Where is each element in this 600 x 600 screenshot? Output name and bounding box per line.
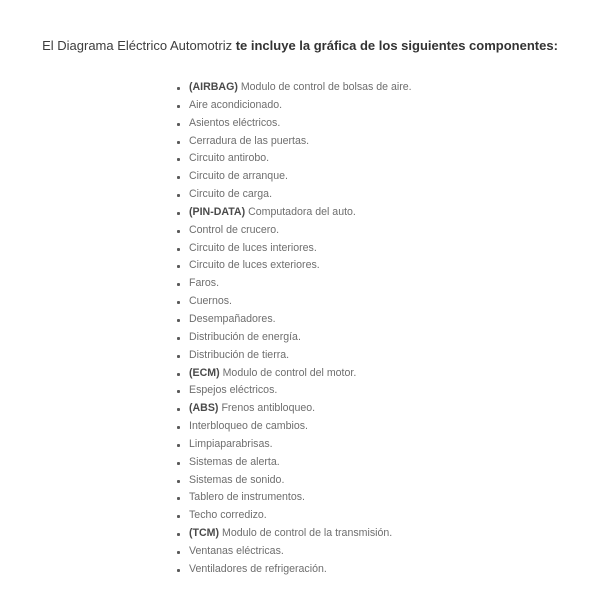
component-code: (PIN-DATA) [189,205,246,218]
component-code: (TCM) [189,527,220,540]
component-label: Distribución de energía. [189,330,301,343]
component-label: Computadora del auto. [248,205,356,218]
component-label: Sistemas de alerta. [189,455,280,468]
list-item [177,257,412,275]
list-item [177,382,412,400]
bullet-icon [177,390,180,393]
component-label: Circuito antirobo. [189,152,270,165]
list-item [177,293,412,311]
component-label: Modulo de control del motor. [222,366,357,379]
list-item [177,97,412,115]
bullet-icon [177,176,180,179]
component-label: Frenos antibloqueo. [221,402,316,415]
component-label: Modulo de control de bolsas de aire. [240,81,412,93]
bullet-icon [177,105,180,108]
bullet-icon [177,426,180,429]
list-item [177,472,412,490]
list-item [177,329,412,347]
intro-bold-text: te incluye la gráfica de los siguientes componentes: [235,38,558,53]
bullet-icon [177,533,180,536]
list-item [177,365,412,383]
component-label: Sistemas de sonido. [189,473,285,486]
list-item [177,240,412,258]
list-item [177,186,412,204]
list-item [177,275,412,293]
component-label: Modulo de control de la transmisión. [222,527,393,540]
component-code: (ABS) [189,402,219,415]
component-label: Circuito de carga. [189,188,273,201]
bullet-icon [177,373,180,376]
component-label: Control de crucero. [189,223,280,236]
component-label: Asientos eléctricos. [189,116,281,129]
component-label: Desempañadores. [189,312,276,325]
component-label: Ventanas eléctricas. [189,544,284,557]
bullet-icon [177,283,180,286]
component-label: Cerradura de las puertas. [189,134,310,147]
bullet-icon [177,158,180,161]
list-item [177,454,412,472]
component-label: Limpiaparabrisas. [189,437,273,450]
list-item [177,204,412,222]
component-label: Aire acondicionado. [189,98,283,111]
bullet-icon [177,355,180,358]
component-label: Cuernos. [189,295,232,308]
list-item [177,561,412,579]
component-code: (ECM) [189,366,220,379]
component-label: Ventiladores de refrigeración. [189,562,327,575]
list-item [177,489,412,507]
bullet-icon [177,212,180,215]
component-label: Circuito de luces exteriores. [189,259,320,272]
list-item [177,347,412,365]
component-code: (AIRBAG) [189,81,238,93]
list-item [177,222,412,240]
component-label: Espejos eléctricos. [189,384,278,397]
intro-paragraph [0,37,600,54]
bullet-icon [177,408,180,411]
bullet-icon [177,123,180,126]
bullet-icon [177,515,180,518]
list-item [177,79,412,97]
list-item [177,133,412,151]
bullet-icon [177,497,180,500]
bullet-icon [177,319,180,322]
list-item [177,400,412,418]
list-item [177,525,412,543]
bullet-icon [177,230,180,233]
component-label: Circuito de arranque. [189,170,288,183]
intro-normal-text: El Diagrama Eléctrico Automotriz [42,38,236,53]
bullet-icon [177,569,180,572]
list-item [177,150,412,168]
list-item [177,311,412,329]
component-label: Circuito de luces interiores. [189,241,317,254]
bullet-icon [177,480,180,483]
list-item [177,436,412,454]
list-item [177,168,412,186]
list-item [177,507,412,525]
components-list [177,79,412,579]
bullet-icon [177,248,180,251]
bullet-icon [177,301,180,304]
bullet-icon [177,462,180,465]
bullet-icon [177,87,180,90]
component-label: Faros. [189,277,220,290]
component-label: Techo corredizo. [189,509,267,522]
component-label: Tablero de instrumentos. [189,491,306,504]
list-item [177,418,412,436]
component-label: Interbloqueo de cambios. [189,420,308,433]
bullet-icon [177,265,180,268]
bullet-icon [177,444,180,447]
bullet-icon [177,551,180,554]
list-item [177,115,412,133]
component-label: Distribución de tierra. [189,348,290,361]
bullet-icon [177,194,180,197]
bullet-icon [177,141,180,144]
bullet-icon [177,337,180,340]
list-item [177,543,412,561]
